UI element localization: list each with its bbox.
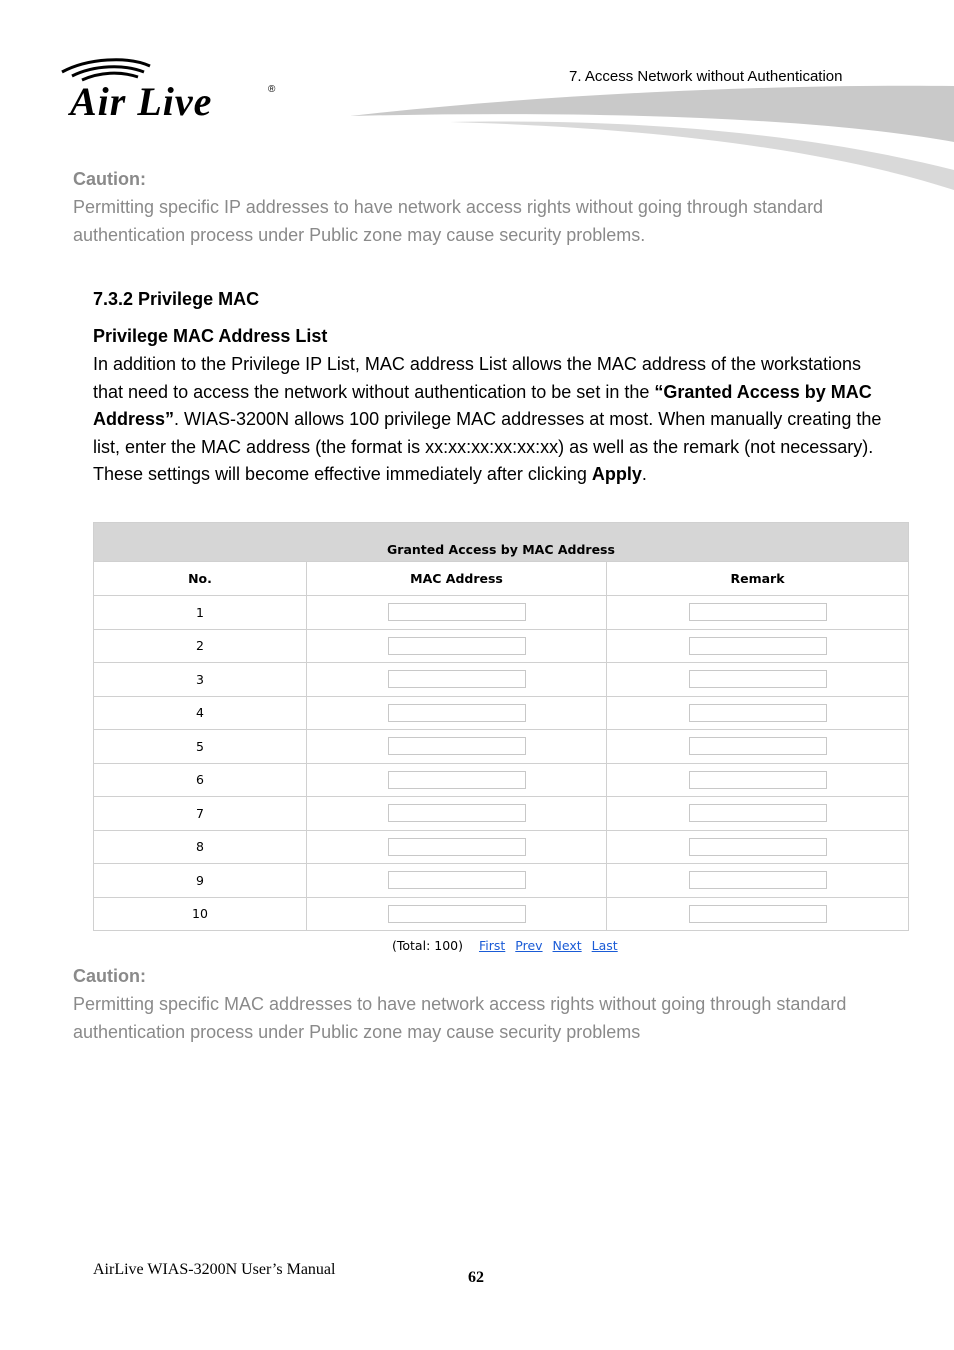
table-row — [94, 663, 909, 697]
row-number: 5 — [94, 730, 307, 764]
table-row — [94, 797, 909, 831]
row-number: 8 — [94, 830, 307, 864]
body-text-part: . — [641, 464, 647, 485]
mac-address-input[interactable] — [388, 737, 526, 755]
mac-address-cell — [307, 730, 607, 764]
body-bold-term: “Granted Access by MAC Address” — [93, 381, 872, 430]
remark-input[interactable] — [689, 603, 827, 621]
mac-address-input[interactable] — [388, 905, 526, 923]
remark-input[interactable] — [689, 905, 827, 923]
pagination-first-link[interactable]: First — [478, 938, 506, 953]
remark-cell — [607, 763, 909, 797]
mac-address-input[interactable] — [388, 637, 526, 655]
mac-address-cell — [307, 797, 607, 831]
footer-manual-name: AirLive WIAS-3200N User’s Manual — [93, 1261, 336, 1278]
column-header-no: No. — [94, 562, 307, 596]
row-number: 7 — [94, 797, 307, 831]
remark-input[interactable] — [689, 804, 827, 822]
row-number: 9 — [94, 864, 307, 898]
row-number: 2 — [94, 629, 307, 663]
mac-address-input[interactable] — [388, 771, 526, 789]
caution-title: Caution: — [73, 966, 146, 986]
caution-text: Permitting specific MAC addresses to have network access rights without going through standard authentication process under Public zone may cause security problems — [73, 994, 847, 1042]
remark-input[interactable] — [689, 838, 827, 856]
remark-input[interactable] — [689, 637, 827, 655]
section-heading: 7.3.2 Privilege MAC — [93, 289, 260, 309]
remark-cell — [607, 830, 909, 864]
remark-cell — [607, 897, 909, 931]
body-text-part: In addition to the Privilege IP List, MAC address List allows the MAC address of the workstations that need to access the network without authentication to be set in the — [93, 354, 862, 402]
table-row — [94, 830, 909, 864]
remark-cell — [607, 596, 909, 630]
mac-address-cell — [307, 897, 607, 931]
remark-input[interactable] — [689, 704, 827, 722]
table-row — [94, 596, 909, 630]
mac-address-cell — [307, 663, 607, 697]
remark-cell — [607, 797, 909, 831]
mac-address-input[interactable] — [388, 670, 526, 688]
granted-access-mac-table — [93, 522, 909, 931]
table-row — [94, 864, 909, 898]
remark-cell — [607, 629, 909, 663]
column-header-mac-address: MAC Address — [307, 562, 607, 596]
remark-input[interactable] — [689, 871, 827, 889]
remark-cell — [607, 696, 909, 730]
mac-address-cell — [307, 596, 607, 630]
caution-text: Permitting specific IP addresses to have network access rights without going through standard authentication process under Public zone may cause security problems. — [73, 197, 824, 245]
pagination-last-link[interactable]: Last — [591, 938, 618, 953]
row-number: 3 — [94, 663, 307, 697]
pagination-total: (Total: 100) — [392, 938, 463, 953]
body-paragraph — [93, 351, 883, 489]
mac-address-input[interactable] — [388, 603, 526, 621]
body-text-part: . WIAS-3200N allows 100 privilege MAC addresses at most. When manually creating the list, enter the MAC address (the format is xx:xx:xx:xx:xx:xx) as well as the remark (not necessary). These settings will become effective immediately after clicking — [93, 409, 882, 485]
remark-input[interactable] — [689, 670, 827, 688]
mac-address-input[interactable] — [388, 871, 526, 889]
row-number: 4 — [94, 696, 307, 730]
remark-input[interactable] — [689, 737, 827, 755]
mac-address-cell — [307, 763, 607, 797]
table-title: Granted Access by MAC Address — [94, 523, 909, 562]
body-bold-term: Apply — [591, 464, 642, 485]
logo-registered-mark: ® — [268, 84, 276, 95]
pagination-next-link[interactable]: Next — [552, 938, 582, 953]
mac-address-cell — [307, 696, 607, 730]
mac-address-input[interactable] — [388, 804, 526, 822]
mac-address-input[interactable] — [388, 704, 526, 722]
column-header-remark: Remark — [607, 562, 909, 596]
caution-title: Caution: — [73, 169, 146, 189]
table-row — [94, 629, 909, 663]
table-row — [94, 897, 909, 931]
table-row — [94, 763, 909, 797]
chapter-title: 7. Access Network without Authentication — [569, 68, 843, 85]
table-row — [94, 730, 909, 764]
sub-heading: Privilege MAC Address List — [93, 326, 328, 346]
mac-address-cell — [307, 629, 607, 663]
remark-cell — [607, 663, 909, 697]
remark-cell — [607, 730, 909, 764]
mac-address-cell — [307, 830, 607, 864]
row-number: 1 — [94, 596, 307, 630]
airlive-logo — [58, 58, 288, 124]
mac-address-cell — [307, 864, 607, 898]
pagination — [392, 938, 618, 953]
remark-cell — [607, 864, 909, 898]
remark-input[interactable] — [689, 771, 827, 789]
logo-wordmark: Air Live — [70, 79, 213, 124]
table-row — [94, 696, 909, 730]
row-number: 6 — [94, 763, 307, 797]
row-number: 10 — [94, 897, 307, 931]
pagination-prev-link[interactable]: Prev — [515, 938, 543, 953]
page-number: 62 — [468, 1269, 484, 1286]
mac-address-input[interactable] — [388, 838, 526, 856]
mac-address-table-panel — [93, 522, 908, 931]
table-body — [94, 596, 909, 931]
